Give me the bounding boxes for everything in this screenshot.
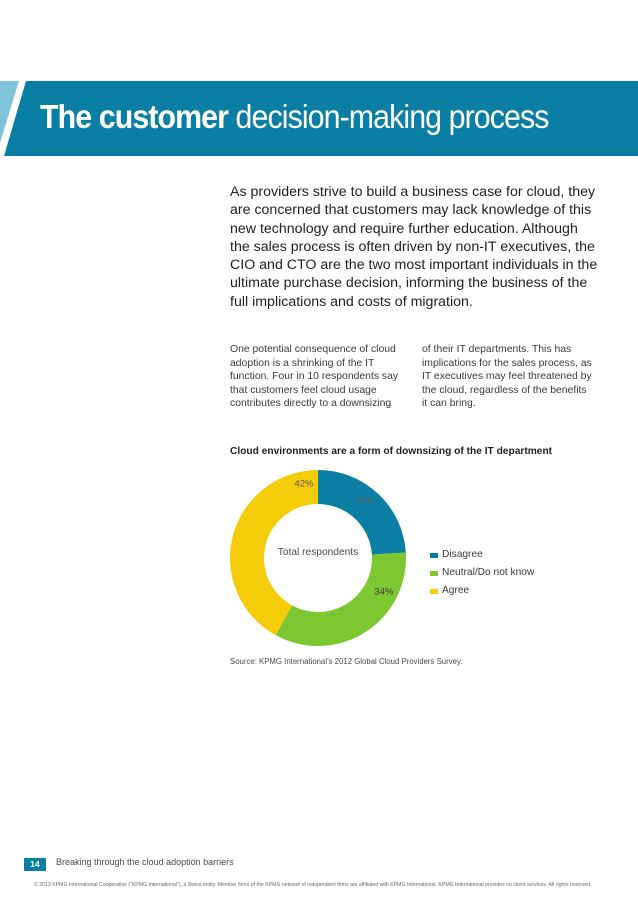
page-title-light: decision-making process (235, 98, 549, 135)
donut-label-agree: 42% (294, 478, 314, 490)
intro-paragraph: As providers strive to build a business case for cloud, they are concerned that customers may lack knowledge of this new technology and require further education. Although the sales process is often driven by non-IT executives, the CIO and CTO are the two most important individuals in the ultimate purchase decision, informing the business of the full implications and costs of migration. (230, 184, 598, 310)
copyright-notice: © 2013 KPMG International Cooperative (“KPMG International”), a Swiss entity. Member firms of the KPMG network of independent firms are affiliated with KPMG International. KPMG International provides no client services. All rights reserved. (34, 882, 592, 888)
donut-slice-disagree (318, 470, 406, 555)
page-title (40, 96, 549, 138)
legend-swatch-neutral (430, 571, 438, 576)
page-number: 14 (24, 858, 46, 871)
body-column-left: One potential consequence of cloud adoption is a shrinking of the IT function. Four in 10 respondents say that customers feel cloud usage contributes directly to a downsizing (230, 344, 399, 410)
footer-document-title: Breaking through the cloud adoption barriers (56, 857, 234, 867)
donut-center-label: Total respondents (277, 547, 359, 558)
donut-label-disagree: 24% (354, 495, 374, 507)
legend-label-agree: Agree (442, 585, 470, 596)
donut-chart (226, 466, 416, 656)
legend-swatch-agree (430, 589, 438, 594)
chart-source: Source: KPMG International’s 2012 Global Cloud Providers Survey. (230, 657, 463, 666)
body-column-right: of their IT departments. This has implications for the sales process, as IT executives may feel threatened by the cloud, regardless of the benefits it can bring. (422, 344, 592, 410)
legend-label-neutral: Neutral/Do not know (442, 567, 535, 578)
legend-label-disagree: Disagree (442, 549, 483, 560)
page-title-bold: The customer (40, 98, 229, 135)
donut-slice-neutral (276, 552, 406, 646)
donut-label-neutral: 34% (374, 586, 394, 598)
legend-swatch-disagree (430, 553, 438, 558)
chart-title: Cloud environments are a form of downsizing of the IT department (230, 446, 553, 457)
